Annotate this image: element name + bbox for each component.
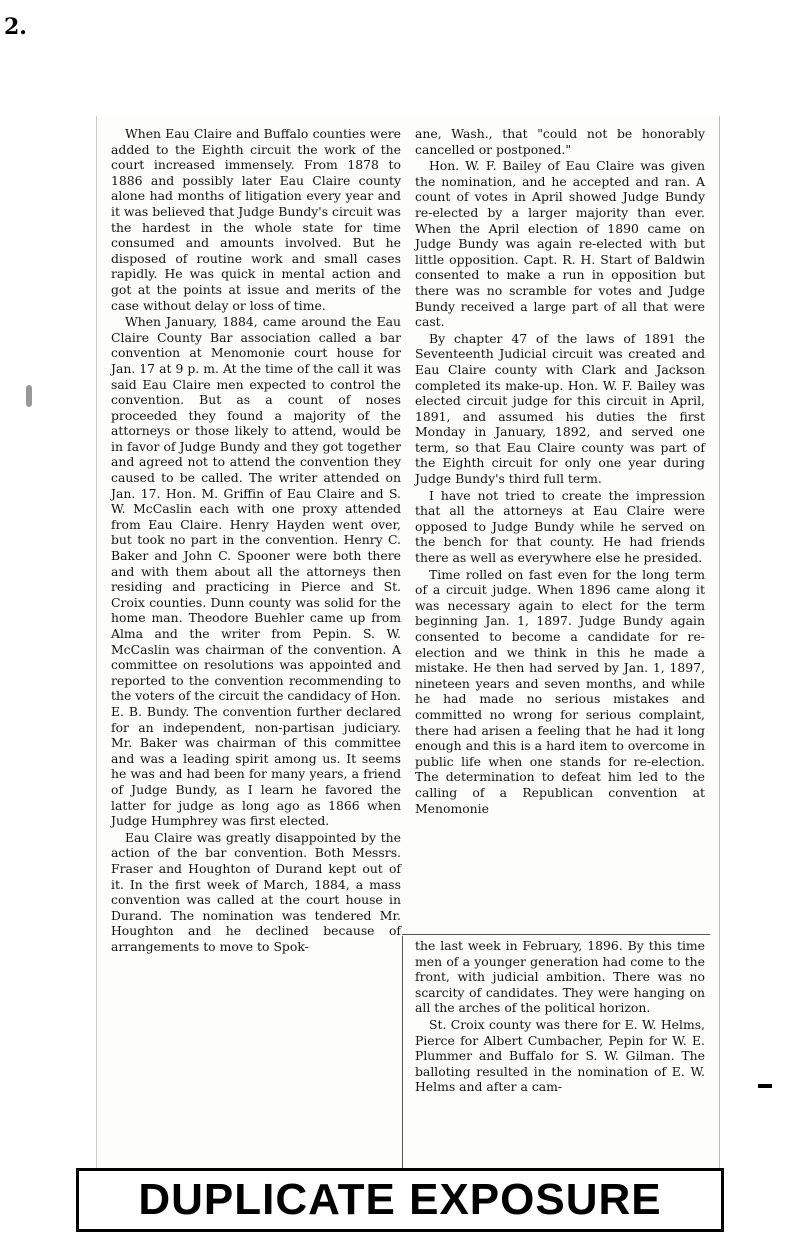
margin-mark	[758, 1084, 772, 1088]
right-column-lower	[415, 938, 705, 1096]
scan-speck	[26, 385, 32, 407]
paragraph: When January, 1884, came around the Eau Claire County Bar association called a bar convention at Menomonie court house for Jan. 17 at 9 p. m. At the time of the call it was said Eau Claire men expected to control the convention. But as a count of noses proceeded they found a majority of the attorneys or those likely to attend, would be in favor of Judge Bundy and they got together and agreed not to attend the convention they caused to be called. The writer attended on Jan. 17. Hon. M. Griffin of Eau Claire and S. W. McCaslin each with one proxy attended from Eau Claire. Henry Hayden went over, but took no part in the convention. Henry C. Baker and John C. Spooner were both there and with them about all the attorneys then residing and practicing in Pierce and St. Croix counties. Dunn county was solid for the home man. Theodore Buehler came up from Alma and the writer from Pepin. S. W. McCaslin was chairman of the convention. A committee on resolutions was appointed and reported to the convention recommending to the voters of the circuit the candidacy of Hon. E. B. Bundy. The convention further declared for an independent, non-partisan judiciary. Mr. Baker was chairman of this committee and was a leading spirit among us. It seems he was and had been for many years, a friend of Judge Bundy, as I learn he favored the latter for judge as long ago as 1866 when Judge Humphrey was first elected.	[111, 314, 401, 829]
right-column	[415, 126, 705, 817]
paragraph: Eau Claire was greatly disappointed by the action of the bar convention. Both Messrs. Fraser and Houghton of Durand kept out of it. In the first week of March, 1884, a mass convention was called at the court house in Durand. The nomination was tendered Mr. Houghton and he declined because of arrangements to move to Spok-	[111, 829, 401, 954]
paragraph: ane, Wash., that "could not be honorably cancelled or postponed."	[415, 126, 705, 157]
left-column	[111, 126, 401, 955]
paragraph: Hon. W. F. Bailey of Eau Claire was given the nomination, and he accepted and ran. A count of votes in April showed Judge Bundy re-elected by a larger majority than ever. When the April election of 1890 came on Judge Bundy was again re-elected with but little opposition. Capt. R. H. Start of Baldwin consented to make a run in opposition but there was no scramble for votes and Judge Bundy received a large part of all that were cast.	[415, 158, 705, 330]
column-divider-horizontal	[402, 934, 710, 935]
paragraph: Time rolled on fast even for the long term of a circuit judge. When 1896 came along it was necessary again to elect for the term beginning Jan. 1, 1897. Judge Bundy again consented to become a candidate for re-election and we think in this he made a mistake. He then had served by Jan. 1, 1897, nineteen years and seven months, and while he had made no serious mistakes and committed no wrong for serious complaint, there had arisen a feeling that he had it long enough and this is a hard item to overcome in public life when one stands for re-election. The determination to defeat him led to the calling of a Republican convention at Menomonie	[415, 566, 705, 816]
paragraph: I have not tried to create the impression that all the attorneys at Eau Claire were opposed to Judge Bundy while he served on the bench for that county. He had friends there as well as everywhere else he presided.	[415, 487, 705, 566]
paragraph: By chapter 47 of the laws of 1891 the Seventeenth Judicial circuit was created and Eau Claire county with Clark and Jackson completed its make-up. Hon. W. F. Bailey was elected circuit judge for this circuit in April, 1891, and assumed his duties the first Monday in January, 1892, and served one term, so that Eau Claire county was part of the Eighth circuit for only one year during Judge Bundy's third full term.	[415, 330, 705, 487]
paragraph: St. Croix county was there for E. W. Helms, Pierce for Albert Cumbacher, Pepin for W. E. Plummer and Buffalo for S. W. Gilman. The balloting resulted in the nomination of E. W. Helms and after a cam-	[415, 1016, 705, 1095]
paragraph: the last week in February, 1896. By this time men of a younger generation had come to the front, with judicial ambition. There was no scarcity of candidates. They were hanging on all the arches of the political horizon.	[415, 938, 705, 1016]
page-number-mark: 2.	[4, 14, 27, 40]
duplicate-exposure-banner	[76, 1168, 724, 1232]
column-divider-vertical	[402, 936, 403, 1176]
banner-text: DUPLICATE EXPOSURE	[138, 1175, 662, 1224]
paragraph: When Eau Claire and Buffalo counties were added to the Eighth circuit the work of the court increased immensely. From 1878 to 1886 and possibly later Eau Claire county alone had months of litigation every year and it was believed that Judge Bundy's circuit was the hardest in the whole state for time consumed and amounts involved. But he disposed of routine work and small cases rapidly. He was quick in mental action and got at the points at issue and merits of the case without delay or loss of time.	[111, 126, 401, 313]
newspaper-clipping	[96, 116, 720, 1178]
